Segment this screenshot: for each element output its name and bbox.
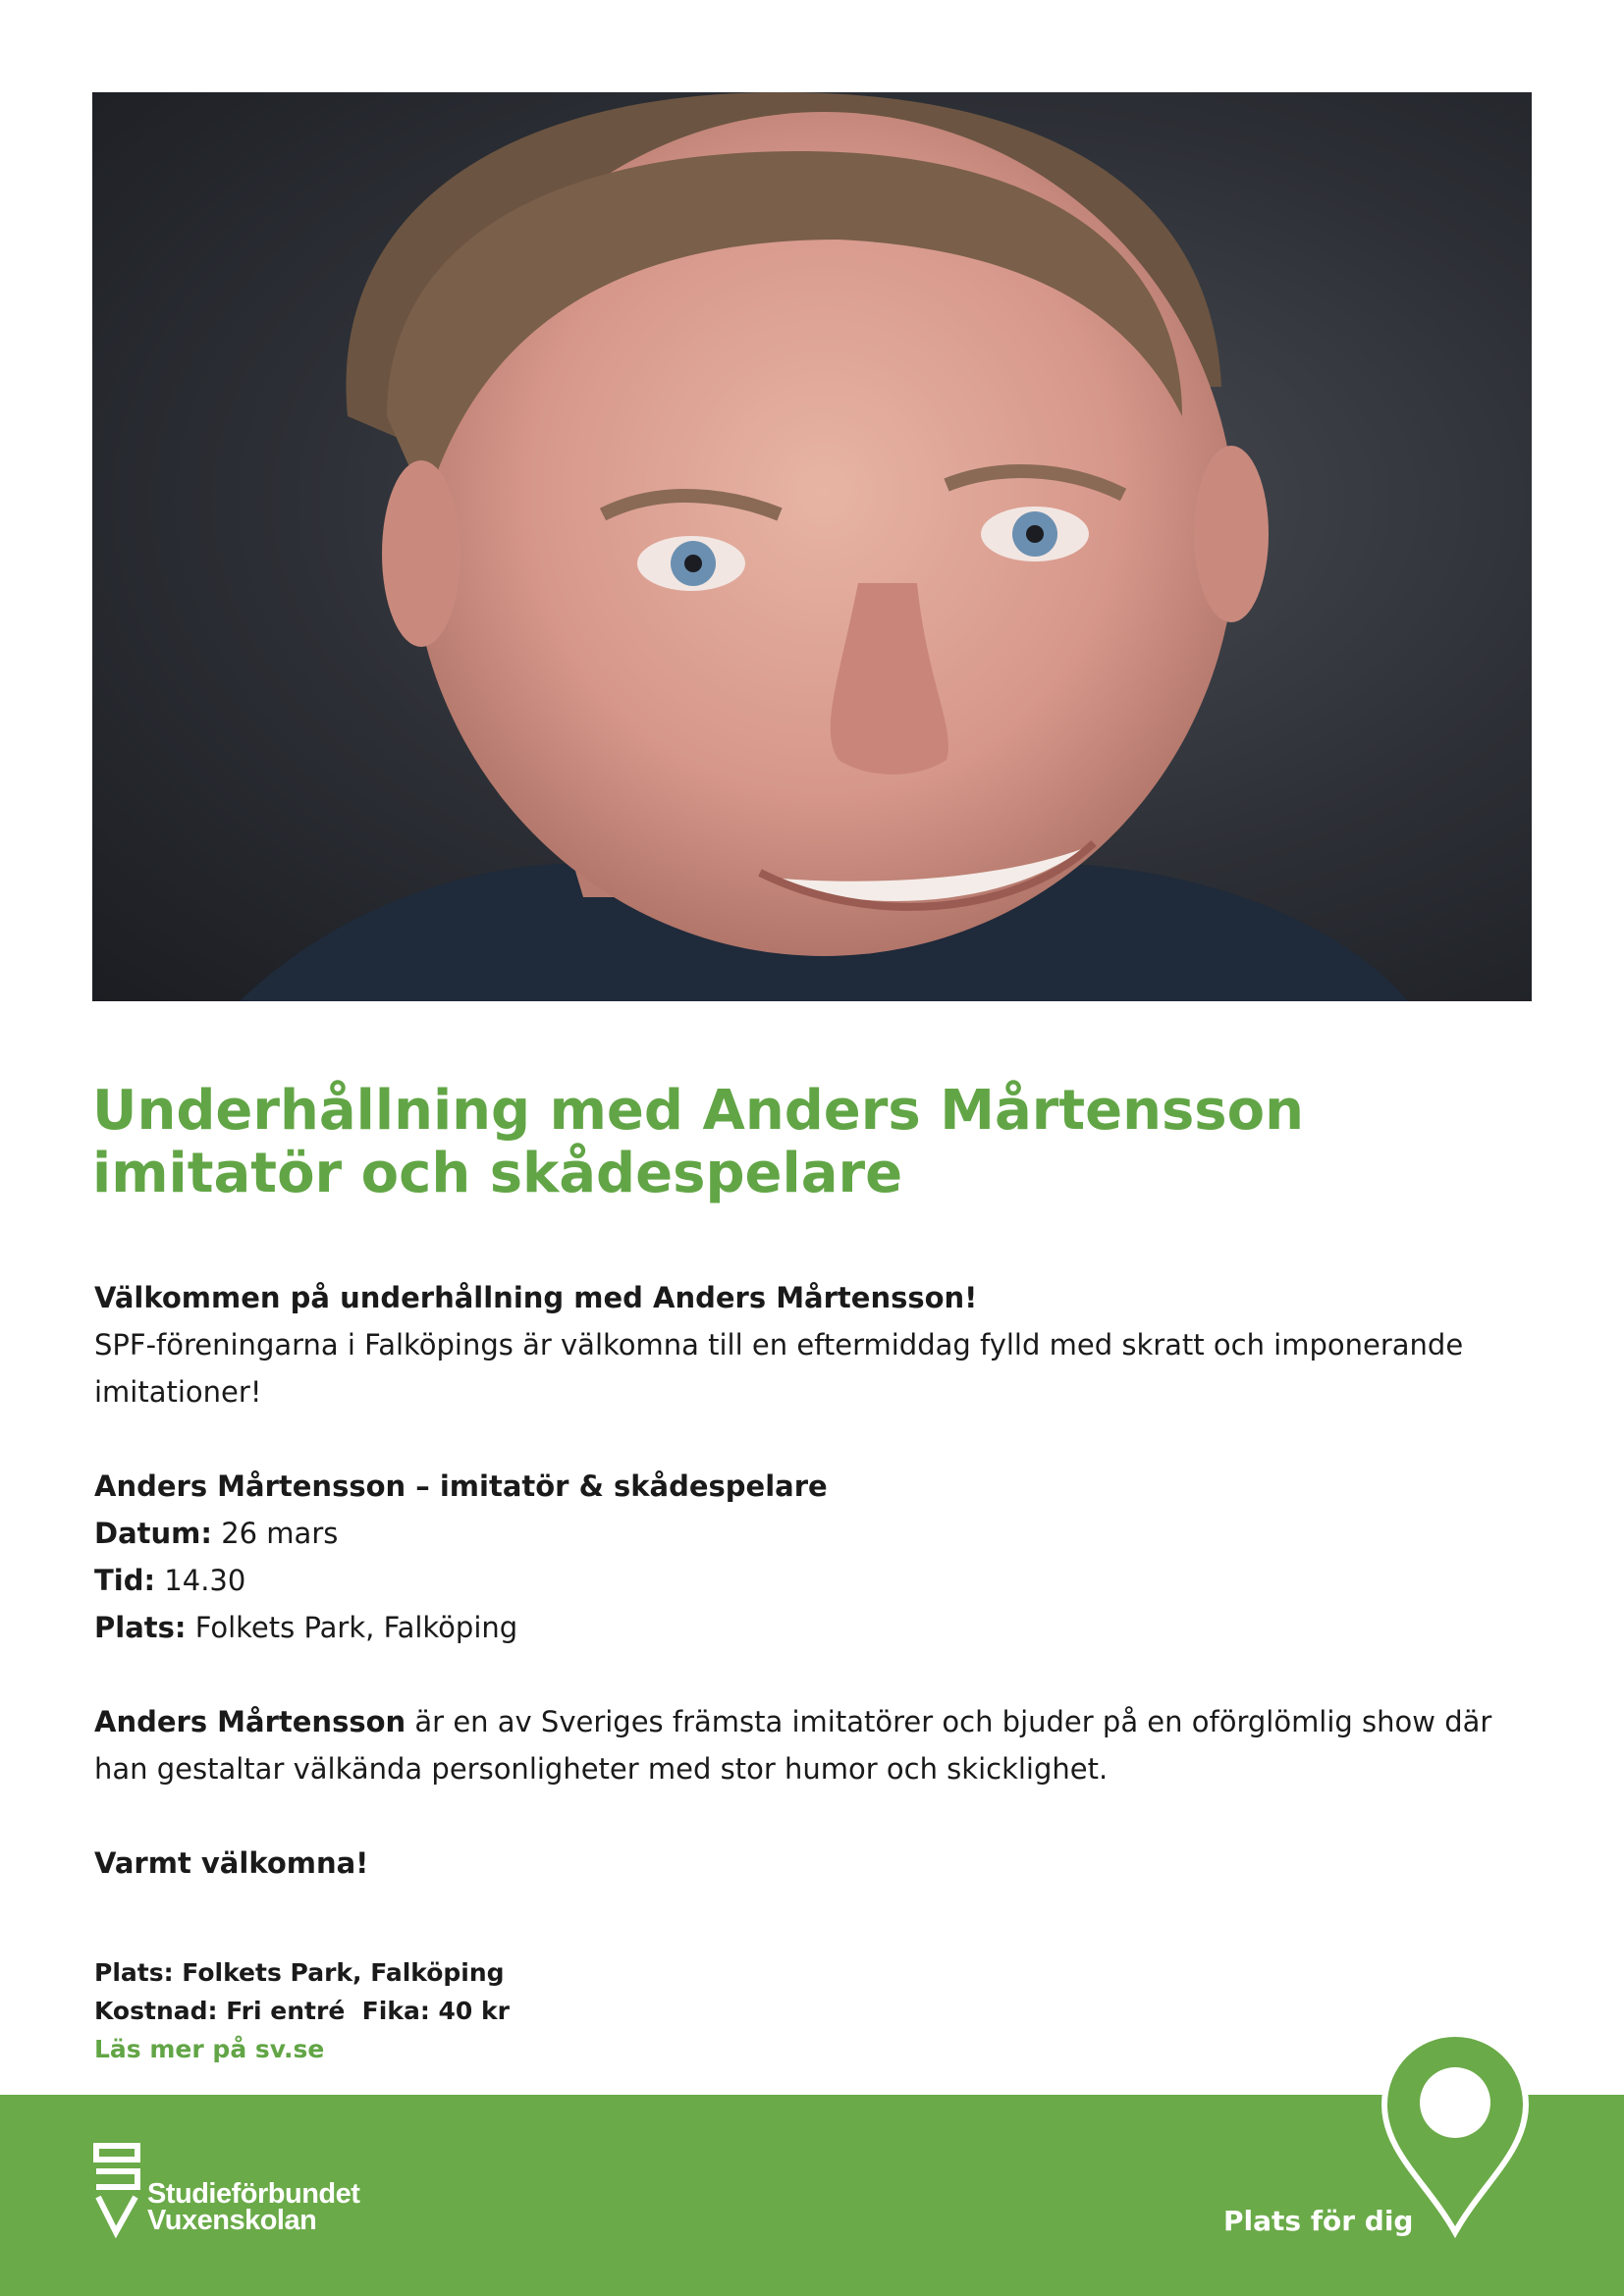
description-name: Anders Mårtensson xyxy=(94,1705,406,1738)
time-label: Tid: xyxy=(94,1564,156,1597)
headline-line-2: imitatör och skådespelare xyxy=(92,1142,903,1205)
event-title: Anders Mårtensson – imitatör & skådespelare xyxy=(94,1469,828,1503)
description xyxy=(94,1698,1518,1792)
page-title xyxy=(92,1080,1369,1205)
logo-line-2: Vuxenskolan xyxy=(147,2205,317,2236)
portrait-illustration xyxy=(92,92,1532,1001)
event-date xyxy=(94,1510,1518,1557)
description-text: är en av Sveriges främsta imitatörer och bjuder på en oförglömlig show där han gestaltar välkända personligheter med stor humor och skicklighet. xyxy=(94,1705,1492,1786)
info-cost: Kostnad: Fri entré Fika: 40 kr xyxy=(94,1997,510,2025)
hero-photo xyxy=(92,92,1532,1001)
intro-lead: Välkommen på underhållning med Anders Mårtensson! xyxy=(94,1281,978,1314)
sv-logo-icon xyxy=(90,2140,145,2238)
time-value: 14.30 xyxy=(164,1564,246,1597)
organization-logo xyxy=(90,2140,405,2238)
body-text xyxy=(94,1274,1518,1887)
tagline: Plats för dig xyxy=(1223,2205,1414,2237)
date-label: Datum: xyxy=(94,1517,212,1550)
logo-line-1: Studieförbundet xyxy=(147,2178,360,2210)
intro-text: SPF-föreningarna i Falköpings är välkomna till en eftermiddag fylld med skratt och imponerande imitationer! xyxy=(94,1328,1464,1409)
closing-text: Varmt välkomna! xyxy=(94,1846,369,1880)
headline-line-1: Underhållning med Anders Mårtensson xyxy=(92,1079,1304,1143)
event-time xyxy=(94,1557,1518,1604)
date-value: 26 mars xyxy=(221,1517,339,1550)
event-place xyxy=(94,1604,1518,1651)
practical-info xyxy=(94,1953,978,2068)
info-place: Plats: Folkets Park, Falköping xyxy=(94,1958,505,1987)
place-label: Plats: xyxy=(94,1611,187,1644)
place-value: Folkets Park, Falköping xyxy=(194,1611,518,1644)
logo-wordmark xyxy=(147,2178,360,2236)
read-more-link[interactable]: Läs mer på sv.se xyxy=(94,2035,325,2063)
